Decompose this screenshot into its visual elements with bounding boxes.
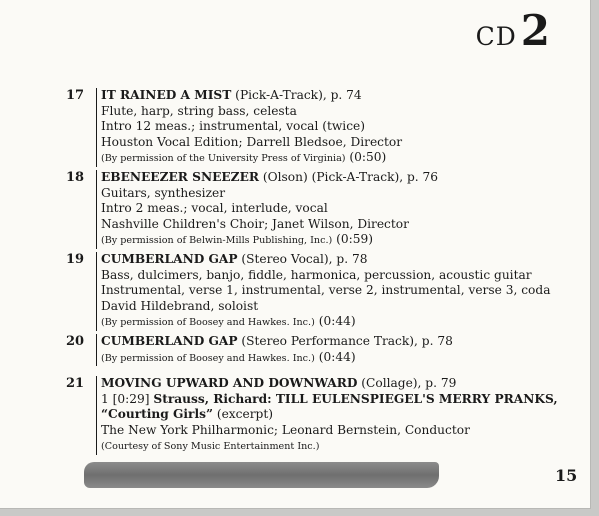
- track-title: IT RAINED A MIST: [101, 88, 232, 102]
- track-body: [96, 252, 566, 331]
- track-title-suffix: (Stereo Performance Track), p. 78: [237, 334, 453, 348]
- track-detail-line: Intro 12 meas.; instrumental, vocal (twice): [101, 119, 365, 133]
- track-title-line: [101, 88, 566, 104]
- track-title-suffix: (Stereo Vocal), p. 78: [237, 252, 368, 266]
- track-number: 17: [66, 88, 85, 103]
- cd-number: 2: [520, 6, 550, 55]
- track-number: 21: [66, 376, 85, 391]
- track-credit: (By permission of Belwin-Mills Publishing, Inc.): [101, 235, 333, 246]
- track-credit: (Courtesy of Sony Music Entertainment Inc.): [101, 441, 320, 452]
- track-title-line: [101, 334, 566, 350]
- track-detail-line: Nashville Children's Choir; Janet Wilson, Director: [101, 216, 409, 231]
- track-credit: (By permission of Boosey and Hawkes. Inc.): [101, 317, 315, 328]
- track-title-line: [101, 170, 566, 186]
- track-19: [66, 252, 566, 331]
- track-20: [66, 334, 566, 366]
- track-number: 19: [66, 252, 85, 267]
- track-detail-line: Flute, harp, string bass, celesta: [101, 103, 297, 118]
- track-number: 20: [66, 334, 85, 349]
- track-credit-line: [101, 438, 566, 455]
- track-detail-line: The New York Philharmonic; Leonard Bernstein, Conductor: [101, 422, 470, 437]
- track-title-suffix: (Olson) (Pick-A-Track), p. 76: [259, 170, 439, 184]
- track-17: [66, 88, 566, 167]
- track-duration: (0:44): [314, 349, 356, 364]
- track-duration: (0:59): [332, 232, 374, 246]
- track-body: [96, 334, 566, 366]
- track-detail-line: Bass, dulcimers, banjo, fiddle, harmonica, percussion, acoustic guitar: [101, 267, 532, 282]
- track-number: 18: [66, 170, 85, 185]
- cd-label: CD: [475, 22, 517, 51]
- track-title-suffix: (Pick-A-Track), p. 74: [231, 88, 362, 102]
- track-18: [66, 170, 566, 249]
- track-21: [66, 376, 566, 455]
- track-detail-line: David Hildebrand, soloist: [101, 298, 259, 313]
- track-credit: (By permission of Boosey and Hawkes. Inc.): [101, 352, 315, 364]
- track-title: CUMBERLAND GAP: [101, 334, 238, 348]
- track-detail-line: Guitars, synthesizer: [101, 185, 226, 200]
- track-detail-line: Houston Vocal Edition; Darrell Bledsoe, Director: [101, 134, 403, 149]
- track-title: CUMBERLAND GAP: [101, 252, 238, 266]
- page-number: 15: [555, 466, 578, 485]
- collage-item-line: [101, 392, 566, 408]
- collage-item-line: [101, 407, 566, 423]
- track-credit-line: [101, 232, 566, 249]
- track-duration: (0:44): [314, 314, 356, 328]
- track-detail-line: Intro 2 meas.; vocal, interlude, vocal: [101, 201, 328, 215]
- collage-item-composer: Strauss, Richard: TILL EULENSPIEGEL'S MERRY PRANKS,: [153, 391, 558, 406]
- track-title-suffix: (Collage), p. 79: [357, 376, 457, 390]
- track-body: [96, 376, 566, 455]
- track-title: EBENEEZER SNEEZER: [101, 170, 259, 184]
- track-title: MOVING UPWARD AND DOWNWARD: [101, 376, 358, 390]
- track-title-line: [101, 252, 566, 268]
- track-body: [96, 170, 566, 249]
- track-credit-line: [101, 350, 566, 367]
- collage-item-title: “Courting Girls”: [101, 407, 213, 421]
- track-detail-line: Instrumental, verse 1, instrumental, verse 2, instrumental, verse 3, coda: [101, 283, 551, 297]
- track-credit-line: [101, 150, 566, 167]
- collage-item-suffix: (excerpt): [212, 407, 274, 421]
- track-body: [96, 88, 566, 167]
- collage-item-prefix: 1 [0:29]: [101, 391, 154, 406]
- scan-bar-smudge: [84, 462, 439, 488]
- track-title-line: [101, 376, 566, 392]
- track-credit: (By permission of the University Press of Virginia): [101, 153, 346, 164]
- cd-badge: [475, 6, 550, 55]
- track-duration: (0:50): [345, 150, 387, 164]
- track-credit-line: [101, 314, 566, 331]
